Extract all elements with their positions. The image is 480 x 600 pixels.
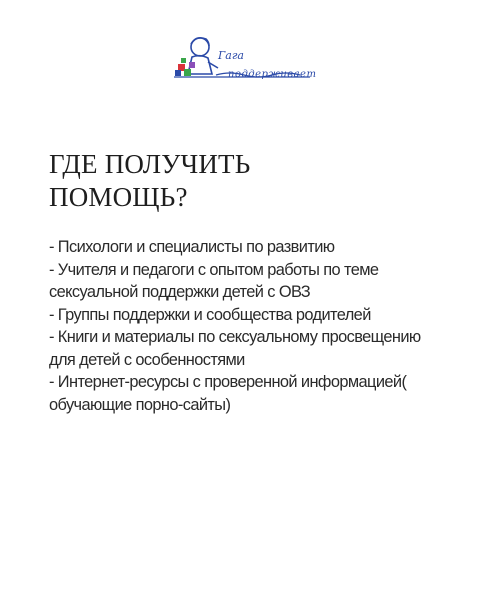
logo-line-1: Гага	[218, 49, 244, 62]
page-title-line-2: ПОМОЩЬ?	[49, 182, 188, 212]
list-item: - Группы поддержки и сообщества родителей	[49, 305, 371, 324]
logo-wordmark	[218, 50, 316, 80]
logo-line-2: поддерживает	[228, 69, 317, 80]
help-resources-list	[49, 236, 449, 416]
list-item: - Учителя и педагоги с опытом работы по теме сексуальной поддержки детей с ОВЗ	[49, 260, 379, 301]
list-item: - Интернет-ресурсы с проверенной информацией( обучающие порно-сайты)	[49, 373, 407, 414]
brand-logo	[160, 30, 320, 100]
page-title-line-1: ГДЕ ПОЛУЧИТЬ	[49, 149, 251, 179]
list-item: - Психологи и специалисты по развитию	[49, 238, 335, 256]
list-item: - Книги и материалы по сексуальному просвещению для детей с особенностями	[49, 328, 421, 369]
page-title	[49, 148, 250, 214]
